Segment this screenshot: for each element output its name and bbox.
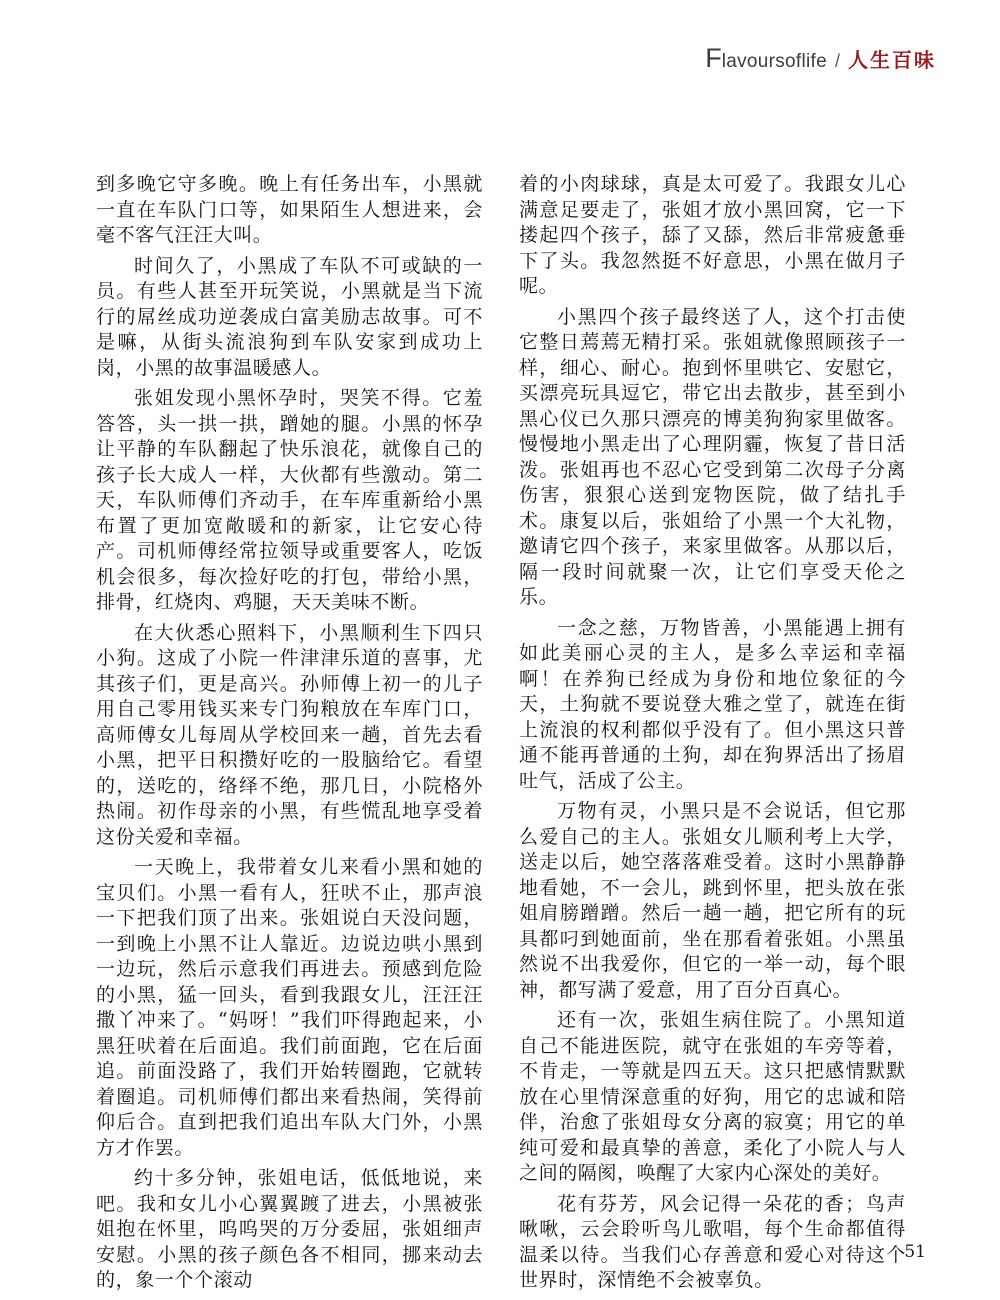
article-paragraph: 在大伙悉心照料下，小黑顺利生下四只小狗。这成了小院一件津津乐道的喜事，尤其孩子们，更是高兴。孙师傅上初一的儿子用自己零用钱买来专门狗粮放在车库门口，高师傅女儿每周从学校回来一趟，首先去看小黑，把平日积攒好吃的一股脑给它。看望的，送吃的，络绎不绝，那几日，小院格外热闹。初作母亲的小黑，有些慌乱地享受着这份关爱和幸福。 — [96, 621, 483, 848]
header-separator: / — [834, 51, 840, 71]
right-column — [519, 172, 906, 1299]
page-number: 51 — [904, 1242, 926, 1262]
article-paragraph: 还有一次，张姐生病住院了。小黑知道自己不能进医院，就守在张姐的车旁等着，不肯走，一等就是四五天。这只把感情默默放在心里情深意重的好狗，用它的忠诚和陪伴，治愈了张姐母女分离的寂寞；用它的单纯可爱和最真挚的善意，柔化了小院人与人之间的隔阂，唤醒了大家内心深处的美好。 — [519, 1009, 906, 1184]
article-paragraph: 着的小肉球球，真是太可爱了。我跟女儿心满意足要走了，张姐才放小黑回窝，它一下搂起四个孩子，舔了又舔，然后非常疲惫垂下了头。我忽然挺不好意思，小黑在做月子呢。 — [519, 173, 906, 297]
article-paragraph: 一念之慈，万物皆善，小黑能遇上拥有如此美丽心灵的主人，是多么幸运和幸福啊！在养狗已经成为身份和地位象征的今天，土狗就不要说登大雅之堂了，就连在街上流浪的权利都似乎没有了。但小黑这只普通不能再普通的土狗，却在狗界活出了扬眉吐气，活成了公主。 — [519, 616, 906, 792]
page-header — [705, 44, 936, 73]
article-paragraph: 约十多分钟，张姐电话，低低地说，来吧。我和女儿小心翼翼踱了进去，小黑被张姐抱在怀里，呜呜哭的万分委屈，张姐细声安慰。小黑的孩子颜色各不相同，挪来动去的，象一个个滚动 — [96, 1167, 483, 1291]
brand-name: lavoursoflife — [721, 51, 827, 72]
magazine-brand — [705, 45, 827, 73]
article-paragraph: 一天晚上，我带着女儿来看小黑和她的宝贝们。小黑一看有人，狂吠不止，那声浪一下把我们顶了出来。张姐说白天没问题，一到晚上小黑不让人靠近。边说边哄小黑到一边玩，然后示意我们再进去。预感到危险的小黑，猛一回头，看到我跟女儿，汪汪汪撒丫冲来了。“妈呀！”我们吓得跑起来，小黑狂吠着在后面追。我们前面跑，它在后面追。前面没路了，我们开始转圈跑，它就转着圈追。司机师傅们都出来看热闹，笑得前仰后合。直到把我们追出车队大门外，小黑方才作罢。 — [96, 856, 483, 1159]
section-title: 人生百味 — [848, 50, 936, 72]
left-column — [96, 172, 483, 1299]
article-paragraph: 时间久了，小黑成了车队不可或缺的一员。有些人甚至开玩笑说，小黑就是当下流行的屌丝成功逆袭成白富美励志故事。可不是嘛，从街头流浪狗到车队安家到成功上岗，小黑的故事温暖感人。 — [96, 254, 483, 379]
article-body — [96, 172, 906, 1299]
article-paragraph: 万物有灵，小黑只是不会说话，但它那么爱自己的主人。张姐女儿顺利考上大学，送走以后，她空落落难受着。这时小黑静静地看她，不一会儿，跳到怀里，把头放在张姐肩膀蹭蹭。然后一趟一趟，把它所有的玩具都叼到她面前，坐在那看着张姐。小黑虽然说不出我爱你，但它的一举一动，每个眼神，都写满了爱意，用了百分百真心。 — [519, 800, 906, 1001]
article-paragraph: 小黑四个孩子最终送了人，这个打击使它整日蔫蔫无精打采。张姐就像照顾孩子一样，细心、耐心。抱到怀里哄它、安慰它，买漂亮玩具逗它，带它出去散步，甚至到小黑心仪已久那只漂亮的博美狗狗家里做客。慢慢地小黑走出了心理阴霾，恢复了昔日活泼。张姐再也不忍心它受到第二次母子分离伤害，狠狠心送到宠物医院，做了结扎手术。康复以后，张姐给了小黑一个大礼物，邀请它四个孩子，来家里做客。从那以后，隔一段时间就聚一次，让它们享受天伦之乐。 — [519, 305, 906, 608]
article-paragraph: 张姐发现小黑怀孕时，哭笑不得。它羞答答，头一拱一拱，蹭她的腿。小黑的怀孕让平静的车队翻起了快乐浪花，就像自己的孩子长大成人一样，大伙都有些激动。第二天，车队师傅们齐动手，在车库重新给小黑布置了更加宽敞暖和的新家，让它安心待产。司机师傅经常拉领导或重要客人，吃饭机会很多，每次捡好吃的打包，带给小黑，排骨，红烧肉、鸡腿，天天美味不断。 — [96, 387, 483, 613]
article-paragraph: 花有芬芳，风会记得一朵花的香；鸟声啾啾，云会聆听鸟儿歌唱，每个生命都值得温柔以待。当我们心存善意和爱心对待这个世界时，深情绝不会被辜负。 — [519, 1192, 906, 1291]
article-paragraph: 到多晚它守多晚。晚上有任务出车，小黑就一直在车队门口等，如果陌生人想进来，会毫不客气汪汪大叫。 — [96, 173, 483, 246]
brand-initial: F — [705, 43, 722, 73]
